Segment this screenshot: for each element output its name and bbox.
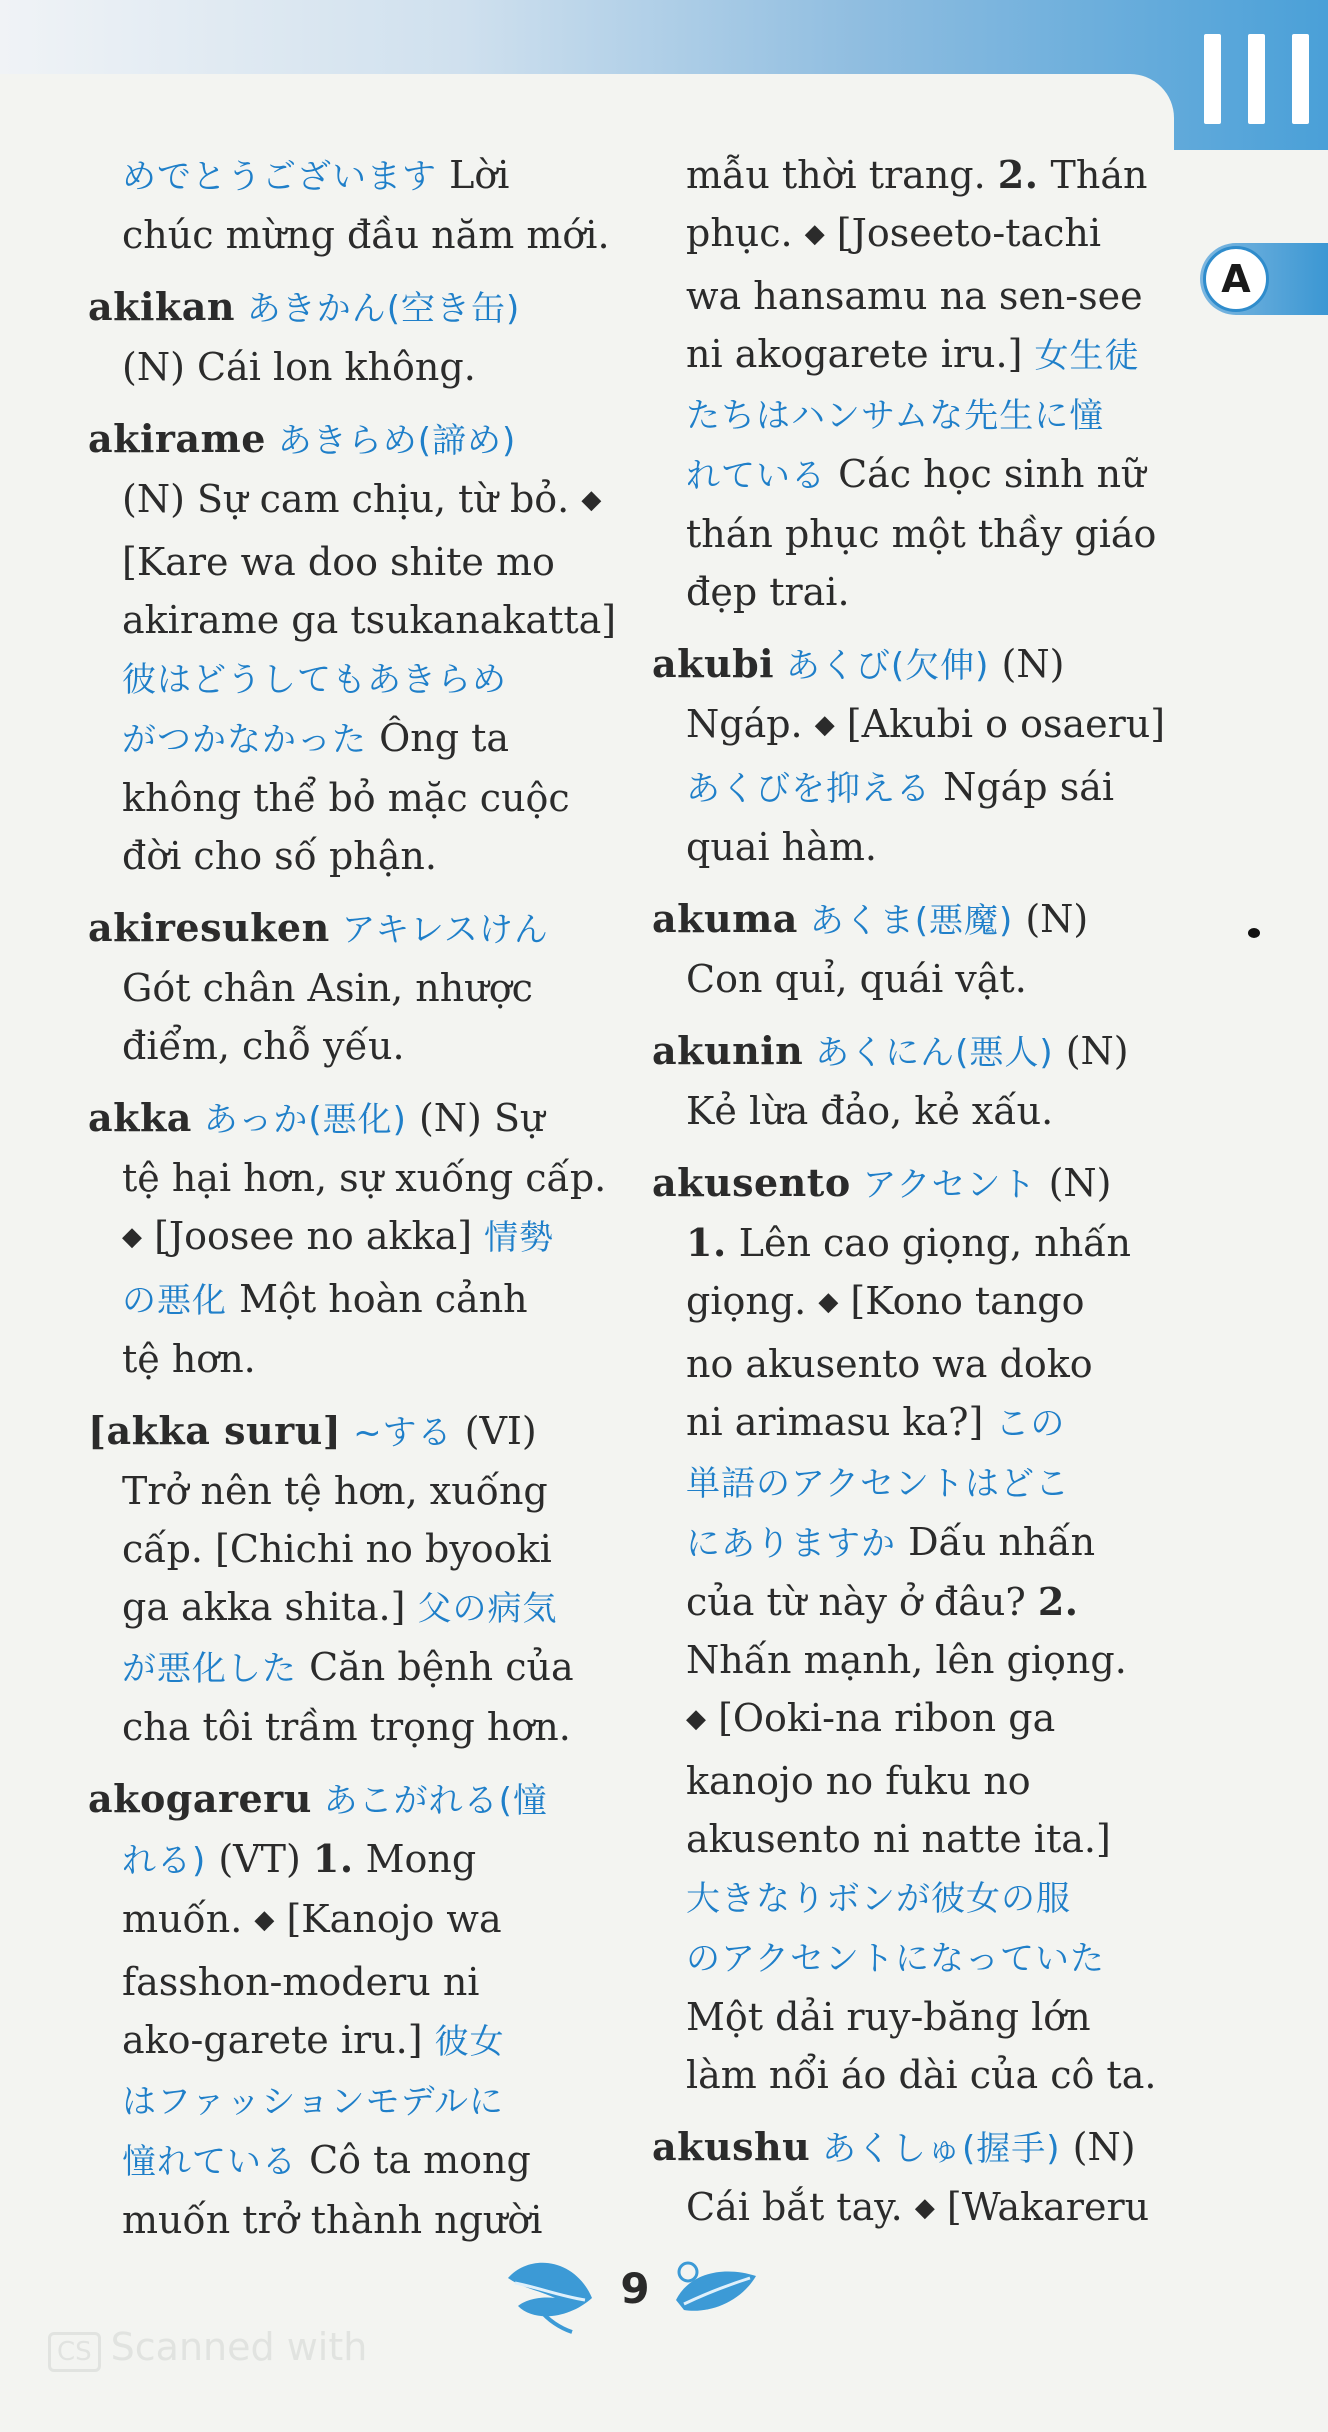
headword: akuma xyxy=(652,896,798,941)
definition-text: [Joosee no akka] xyxy=(142,1214,485,1258)
definition-text: thán phục một thầy giáo xyxy=(686,512,1157,556)
japanese-text: たちはハンサムな先生に憧 xyxy=(686,396,1105,436)
entry-line xyxy=(88,410,594,470)
definition-text: muốn trở thành người xyxy=(122,2198,543,2242)
left-leaf-icon xyxy=(500,2248,600,2338)
dictionary-entry xyxy=(88,146,610,264)
dictionary-entry xyxy=(652,2118,1164,2241)
definition-text: no akusento wa doko xyxy=(686,1342,1093,1386)
diamond-bullet-icon: ◆ xyxy=(686,1704,706,1734)
definition-text: [Akubi o osaeru] xyxy=(834,702,1166,746)
entry-line xyxy=(652,325,1164,385)
definition-text: của từ này ở đâu? xyxy=(686,1580,1038,1624)
diamond-bullet-icon: ◆ xyxy=(122,1222,142,1252)
headword: [akka suru] xyxy=(88,1408,342,1453)
definition-text: wa hansamu na sen-see xyxy=(686,274,1143,318)
definition-text: (N) xyxy=(1036,1161,1112,1205)
entry-line xyxy=(652,890,1164,950)
entry-line xyxy=(88,1953,594,2011)
entry-line xyxy=(88,1578,594,1638)
entry-line xyxy=(88,649,594,709)
definition-text: Ngáp. xyxy=(686,702,815,746)
japanese-text: ~する xyxy=(341,1413,453,1453)
japanese-text: の悪化 xyxy=(122,1281,227,1321)
japanese-text: 大きなりボンが彼女の服 xyxy=(686,1879,1071,1919)
entry-line xyxy=(652,2118,1164,2178)
definition-text: quai hàm. xyxy=(686,825,877,869)
definition-text: [Joseeto-tachi xyxy=(824,211,1102,255)
letter-badge: A xyxy=(1203,246,1269,312)
entry-line xyxy=(652,635,1164,695)
japanese-text: 父の病気 xyxy=(417,1589,558,1629)
definition-text: (N) xyxy=(989,642,1065,686)
japanese-text: 彼女 xyxy=(434,2022,505,2062)
headword: akka xyxy=(88,1095,192,1140)
definition-text: phục. xyxy=(686,211,805,255)
entry-line xyxy=(88,2011,594,2071)
entry-line xyxy=(88,1638,594,1698)
japanese-text: めでとうございます xyxy=(122,157,437,197)
bar xyxy=(1204,34,1221,124)
dictionary-entry xyxy=(652,1154,1164,2104)
headword: 1. xyxy=(312,1836,354,1881)
definition-text: muốn. xyxy=(122,1897,255,1941)
japanese-text: アクセント xyxy=(850,1165,1037,1205)
japanese-text: あくま(悪魔) xyxy=(797,901,1014,941)
japanese-text: あきかん(空き缶) xyxy=(234,289,521,329)
definition-text: Con quỉ, quái vật. xyxy=(686,957,1027,1001)
entry-line xyxy=(652,695,1164,758)
definition-text: ga akka shita.] xyxy=(122,1585,418,1629)
left-column xyxy=(88,146,617,2263)
entry-line xyxy=(88,1270,594,1330)
definition-text: (VT) xyxy=(206,1837,313,1881)
entry-line xyxy=(88,1330,594,1388)
entry-line xyxy=(652,1214,1164,1272)
entry-line xyxy=(652,1810,1164,1868)
definition-text: Dấu nhấn xyxy=(896,1520,1096,1564)
entry-line xyxy=(652,758,1164,818)
entry-line xyxy=(652,1689,1164,1752)
entry-line xyxy=(88,591,617,649)
entry-line xyxy=(88,1462,594,1520)
bars-icon xyxy=(1196,18,1328,130)
definition-text: [Kanojo wa xyxy=(274,1897,502,1941)
entry-line xyxy=(88,338,594,396)
japanese-text: が悪化した xyxy=(122,1649,297,1689)
entry-line xyxy=(652,1573,1164,1631)
entry-line xyxy=(88,1089,594,1149)
watermark-badge: CS xyxy=(48,2332,101,2372)
definition-text: Thán xyxy=(1038,153,1148,197)
definition-text: không thể bỏ mặc cuộc xyxy=(122,776,570,820)
definition-text: ni arimasu ka?] xyxy=(686,1400,996,1444)
definition-text: akusento ni natte ita.] xyxy=(686,1817,1111,1861)
definition-text: kanojo no fuku no xyxy=(686,1759,1031,1803)
entry-line xyxy=(88,899,594,959)
definition-text: tệ hại hơn, sự xuống cấp. xyxy=(122,1156,607,1200)
diamond-bullet-icon: ◆ xyxy=(254,1905,275,1935)
entry-line xyxy=(652,563,1164,621)
diamond-bullet-icon: ◆ xyxy=(818,1287,839,1317)
headword: 2. xyxy=(997,152,1039,197)
entry-line xyxy=(652,146,1164,204)
dictionary-entry xyxy=(652,146,1164,621)
definition-text: Nhấn mạnh, lên giọng. xyxy=(686,1638,1127,1682)
entry-line xyxy=(88,146,594,206)
entry-line xyxy=(652,1335,1164,1393)
entry-line xyxy=(652,1928,1164,1988)
entry-line xyxy=(652,1082,1164,1140)
definition-text: [Kono tango xyxy=(838,1279,1085,1323)
japanese-text: 彼はどうしてもあきらめ xyxy=(122,660,507,700)
japanese-text: れている xyxy=(686,456,826,496)
entry-line xyxy=(652,1393,1164,1453)
entry-line xyxy=(88,1017,594,1075)
entry-line xyxy=(652,950,1164,1008)
definition-text: đời cho số phận. xyxy=(122,834,437,878)
headword: akushu xyxy=(652,2124,811,2169)
definition-text: Một hoàn cảnh xyxy=(227,1277,528,1321)
bar xyxy=(1248,34,1265,124)
definition-text: (N) xyxy=(1053,1029,1129,1073)
diamond-bullet-icon: ◆ xyxy=(804,219,825,249)
entry-line xyxy=(88,959,594,1017)
entry-line xyxy=(88,1149,607,1207)
right-column xyxy=(652,146,1164,2255)
headword: akogareru xyxy=(88,1776,312,1821)
definition-text: tệ hơn. xyxy=(122,1337,256,1381)
definition-text: Ông ta xyxy=(367,716,510,760)
japanese-text: あくびを抑える xyxy=(686,769,931,809)
entry-line xyxy=(652,1022,1164,1082)
entry-line xyxy=(88,278,594,338)
entry-line xyxy=(88,827,594,885)
entry-line xyxy=(88,1770,594,1830)
entry-line xyxy=(88,2071,594,2131)
entry-line xyxy=(652,1868,1164,1928)
entry-line xyxy=(88,2131,594,2191)
definition-text: [Kare wa doo shite mo xyxy=(122,540,555,584)
definition-text: (N) xyxy=(1013,897,1089,941)
japanese-text: 情勢 xyxy=(484,1218,555,1258)
entry-line xyxy=(88,533,594,591)
definition-text: (N) Sự xyxy=(406,1096,545,1140)
definition-text: giọng. xyxy=(686,1279,819,1323)
definition-text: làm nổi áo dài của cô ta. xyxy=(686,2053,1157,2097)
dictionary-entry xyxy=(88,1770,594,2249)
dictionary-entry xyxy=(652,890,1164,1008)
definition-text: akirame ga tsukanakatta] xyxy=(122,598,617,642)
diamond-bullet-icon: ◆ xyxy=(581,485,602,515)
entry-line xyxy=(652,2178,1164,2241)
entry-line xyxy=(652,445,1164,505)
ink-dot xyxy=(1248,928,1260,938)
definition-text: Các học sinh nữ xyxy=(826,452,1146,496)
japanese-text: のアクセントになっていた xyxy=(686,1939,1105,1979)
japanese-text: はファッションモデルに xyxy=(122,2082,504,2122)
entry-line xyxy=(652,385,1164,445)
japanese-text: れる) xyxy=(122,1841,207,1881)
dictionary-entry xyxy=(88,899,594,1075)
japanese-text: あくび(欠伸) xyxy=(774,646,990,686)
headword: akirame xyxy=(88,416,266,461)
entry-line xyxy=(652,267,1164,325)
definition-text: cấp. [Chichi no byooki xyxy=(122,1527,552,1571)
entry-line xyxy=(88,1698,594,1756)
dictionary-entry xyxy=(88,278,594,396)
japanese-text: あくにん(悪人) xyxy=(803,1033,1054,1073)
entry-line xyxy=(652,1154,1164,1214)
headword: akikan xyxy=(88,284,235,329)
right-leaf-icon xyxy=(670,2248,760,2328)
diamond-bullet-icon: ◆ xyxy=(914,2193,935,2223)
entry-line xyxy=(652,1513,1164,1573)
headword: 2. xyxy=(1037,1579,1079,1624)
definition-text: fasshon-moderu ni xyxy=(122,1960,480,2004)
page-footer xyxy=(500,2248,760,2338)
definition-text: (N) Cái lon không. xyxy=(122,345,476,389)
entry-line xyxy=(88,1830,594,1890)
entry-line xyxy=(88,470,602,533)
definition-text: ako-garete iru.] xyxy=(122,2018,435,2062)
japanese-text: この xyxy=(995,1404,1066,1444)
definition-text: [Wakareru xyxy=(934,2185,1150,2229)
dictionary-entry xyxy=(88,1089,607,1388)
japanese-text: 女生徒 xyxy=(1034,336,1140,376)
watermark-text: Scanned with xyxy=(110,2325,368,2369)
japanese-text: 単語のアクセントはどこ xyxy=(686,1464,1070,1504)
definition-text: Mong xyxy=(353,1837,477,1881)
japanese-text: あきらめ(諦め) xyxy=(265,421,517,461)
japanese-text: あっか(悪化) xyxy=(191,1100,407,1140)
japanese-text: あくしゅ(握手) xyxy=(810,2129,1061,2169)
definition-text: Trở nên tệ hơn, xuống xyxy=(122,1469,548,1513)
page-number: 9 xyxy=(620,2264,650,2313)
entry-line xyxy=(652,1752,1164,1810)
japanese-text: にありますか xyxy=(686,1524,896,1564)
entry-line xyxy=(88,1207,594,1270)
definition-text: Gót chân Asin, nhược xyxy=(122,966,533,1010)
scanner-watermark xyxy=(48,2325,367,2372)
definition-text: điểm, chỗ yếu. xyxy=(122,1024,405,1068)
definition-text: (N) Sự cam chịu, từ bỏ. xyxy=(122,477,582,521)
definition-text: Lên cao giọng, nhấn xyxy=(726,1221,1131,1265)
definition-text: mẫu thời trang. xyxy=(686,153,998,197)
entry-line xyxy=(88,709,594,769)
entry-line xyxy=(652,505,1164,563)
japanese-text: あこがれる(憧 xyxy=(311,1781,548,1821)
entry-line xyxy=(88,1520,594,1578)
definition-text: Cái bắt tay. xyxy=(686,2185,915,2229)
entry-line xyxy=(88,206,610,264)
bar xyxy=(1292,34,1309,124)
definition-text: (N) xyxy=(1060,2125,1136,2169)
definition-text: Căn bệnh của xyxy=(297,1645,574,1689)
diamond-bullet-icon: ◆ xyxy=(814,710,835,740)
entry-line xyxy=(88,2191,594,2249)
entry-line xyxy=(652,2046,1164,2104)
definition-text: Lời xyxy=(437,153,510,197)
headword: akiresuken xyxy=(88,905,330,950)
headword: akunin xyxy=(652,1028,804,1073)
definition-text: Một dải ruy-băng lớn xyxy=(686,1995,1091,2039)
entry-line xyxy=(652,1272,1164,1335)
entry-line xyxy=(652,1453,1164,1513)
japanese-text: アキレスけん xyxy=(329,910,549,950)
entry-line xyxy=(652,1988,1164,2046)
entry-line xyxy=(88,1402,594,1462)
definition-text: đẹp trai. xyxy=(686,570,850,614)
entry-line xyxy=(88,1890,594,1953)
definition-text: Ngáp sái xyxy=(931,765,1115,809)
entry-line xyxy=(652,818,1164,876)
entry-line xyxy=(88,769,594,827)
dictionary-entry xyxy=(88,410,617,885)
headword: 1. xyxy=(686,1220,727,1265)
definition-text: (VI) xyxy=(452,1409,537,1453)
japanese-text: 憧れている xyxy=(122,2142,297,2182)
definition-text: Kẻ lừa đảo, kẻ xấu. xyxy=(686,1089,1054,1133)
definition-text: ni akogarete iru.] xyxy=(686,332,1035,376)
definition-text: chúc mừng đầu năm mới. xyxy=(122,213,610,257)
dictionary-entry xyxy=(652,635,1164,876)
definition-text: Cô ta mong xyxy=(297,2138,531,2182)
entry-line xyxy=(652,1631,1164,1689)
definition-text: [Ooki-na ribon ga xyxy=(706,1696,1056,1740)
entry-line xyxy=(652,204,1164,267)
definition-text: cha tôi trầm trọng hơn. xyxy=(122,1705,571,1749)
dictionary-entry xyxy=(88,1402,594,1756)
japanese-text: がつかなかった xyxy=(122,720,367,760)
dictionary-entry xyxy=(652,1022,1164,1140)
headword: akubi xyxy=(652,641,775,686)
headword: akusento xyxy=(652,1160,851,1205)
